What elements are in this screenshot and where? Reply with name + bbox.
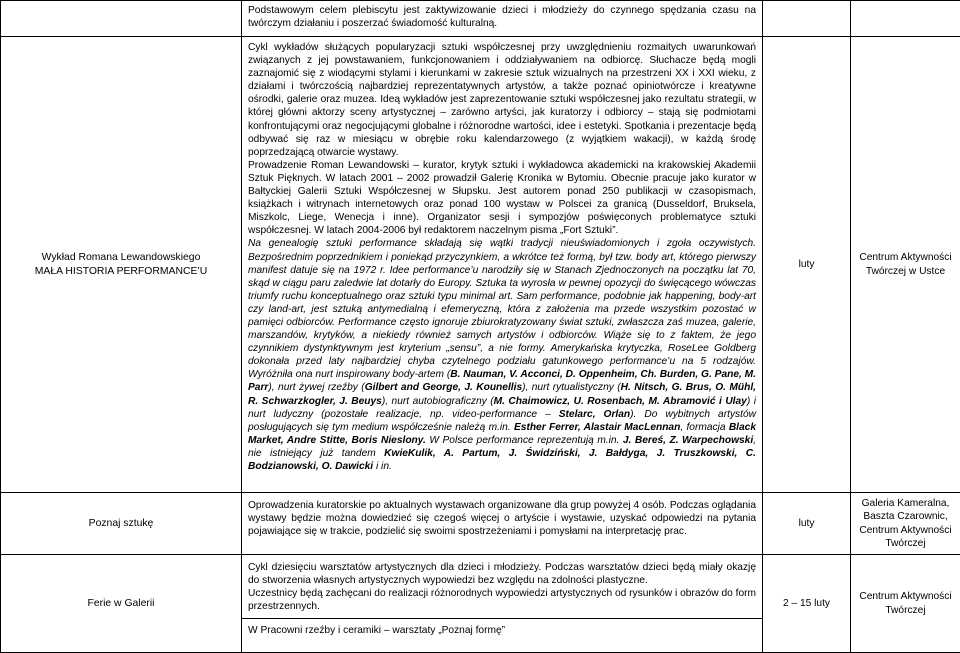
description-paragraph: Oprowadzenia kuratorskie po aktualnych wystawach organizowane dla grup powyżej 4 osób. Podczas oglądania wystawy będzie można dowiedzieć się czegoś więcej o artyście i wystawie, uzyskać odpowiedzi na pytania pojawiające się w trakcie, podzielić się swoimi spostrzeżeniami i pomysłami na interpretację prac. <box>248 499 756 538</box>
table-row <box>1 493 960 555</box>
text-run: , formacja <box>680 422 728 433</box>
artist-names: Esther Ferrer, Alastair MacLennan <box>514 422 680 433</box>
text-run: ), nurt rytualistyczny ( <box>522 382 621 393</box>
event-title-line: Wykład Romana Lewandowskiego <box>7 251 235 264</box>
place-line: Centrum Aktywności Twórczej <box>857 524 954 550</box>
event-description-cell <box>242 1 763 37</box>
event-date-cell: luty <box>763 37 851 493</box>
description-paragraph: Uczestnicy będą zachęcani do realizacji różnorodnych wypowiedzi artystycznych od rysunków i obrazów do form przestrzennych. <box>248 587 756 613</box>
table-row <box>1 555 960 653</box>
artist-names: KwieKulik, A. Partum, J. Świdziński, J. Bałdyga, J. Truszkowski, C. Bodzianowski, O. Dawicki <box>248 448 756 472</box>
text-run: W Polsce performance reprezentują m.in. <box>426 435 623 446</box>
event-description-cell <box>242 493 763 555</box>
table-row <box>1 37 960 493</box>
description-paragraph: Podstawowym celem plebiscytu jest zaktywizowanie dzieci i młodzieży do czynnego spędzania czasu na twórczym działaniu i poszerzać świadomość kulturalną. <box>248 4 756 30</box>
text-run: ) i nurt ludyczny (pozostałe realizacje, np. video-performance – <box>248 396 756 420</box>
event-place-cell: Centrum Aktywności Twórczej w Ustce <box>851 37 960 493</box>
place-line: Galeria Kameralna, <box>857 497 954 510</box>
description-block <box>242 619 762 641</box>
event-place-cell: Centrum Aktywności Twórczej <box>851 555 960 653</box>
event-description-cell <box>242 555 763 653</box>
text-run: ). Do wybitnych artystów posługujących się tym medium współcześnie należą m.in. <box>248 409 756 433</box>
description-paragraph: W Pracowni rzeźby i ceramiki – warsztaty „Poznaj formę” <box>248 624 756 637</box>
text-run: , nie istniejący już tandem <box>248 435 756 459</box>
description-paragraph-italic <box>248 237 756 473</box>
event-title-cell <box>1 1 242 37</box>
description-paragraph: Cykl wykładów służących popularyzacji sztuki współczesnej przy uwzględnieniu rozmaitych uwarunkowań związanych z jej powstawaniem, funkcjonowaniem i oddziaływaniem na odbiorcę. Słuchacze będą mogli zaznajomić się z wiodącymi stylami i kierunkami w zakresie sztuk wizualnych na przestrzeni XX i XXI wieku, z działami i twórczością najbardziej reprezentatywnych artystów, a także poznać opiniotwórcze i kreatywne ośrodki, galerie oraz muzea. Ideą wykładów jest zaprezentowanie sztuki współczesnej jako rezultatu strategii, w której główni aktorzy sceny artystycznej – zarówno artyści, jak kuratorzy i odbiorcy – stają się podmiotami konfrontującymi oraz negocjującymi globalne i różnorodne wartości, idee i estetyki. Spotkania i prezentacje będą odbywać się raz w miesiącu w obrębie roku kalendarzowego (z wyjątkiem wakacji), w każdą środę poprzedzającą otwarcie wystawy. <box>248 41 756 159</box>
place-line: Baszta Czarownic, <box>857 510 954 523</box>
artist-names: M. Chaimowicz, U. Rosenbach, M. Abramović i Ulay <box>494 396 747 407</box>
text-run: ), nurt autobiograficzny ( <box>382 396 494 407</box>
event-title-cell: Poznaj sztukę <box>1 493 242 555</box>
artist-names: Stelarc, Orlan <box>559 409 630 420</box>
text-run: i in. <box>373 461 392 472</box>
event-description-cell <box>242 37 763 493</box>
event-title-line: MAŁA HISTORIA PERFORMANCE’U <box>7 265 235 278</box>
event-place-cell <box>851 493 960 555</box>
artist-names: Gilbert and George, J. Kounellis <box>365 382 522 393</box>
table-row <box>1 1 960 37</box>
text-run: ), nurt żywej rzeźby ( <box>268 382 364 393</box>
event-date-cell: 2 – 15 luty <box>763 555 851 653</box>
artist-names: J. Bereś, Z. Warpechowski <box>623 435 753 446</box>
artist-names: B. Nauman, V. Acconci, D. Oppenheim, Ch. Burden, G. Pane, M. Parr <box>248 369 756 393</box>
artist-names: H. Nitsch, G. Brus, O. Mühl, R. Schwarzkogler, J. Beuys <box>248 382 756 406</box>
event-place-cell <box>851 1 960 37</box>
description-block <box>242 555 762 619</box>
text-run: Na genealogię sztuki performance składają się wątki tradycji nieuświadomionych i zgoła oczywistych. Bezpośrednim poprzednikiem i poniekąd przyczynkiem, a wkrótce też formą, był tzw. body art, którego pierwszy manifest datuje się na 1972 r. Idee performance’u narodziły się w Stanach Zjednoczonych na początku lat 70, skąd w ciągu paru zaledwie lat dotarły do Europy. Sztuka ta wyrosła w pewnej opozycji do święcącego wówczas triumfy ruchu konceptualnego oraz sztuki typu minimal art. Sam performance, podobnie jak happening, body-art czy land-art, jest sztuką antymedialną i efemeryczną, która z założenia ma przede wszystkim pozostać w pamięci odbiorców. Performance często ignoruje zbiurokratyzowany świat sztuki, zwłaszcza zaś muzea, galerie, marszandów, krytyków, a niekiedy również samych artystów i odbiorców. Wiąże się to z faktem, że jego czynnikiem dystynktywnym jest kryterium „sensu”, a nie formy. Amerykańska krytyczka, RoseLee Goldberg dokonała przed laty najbardziej chyba czytelnego podziału gatunkowego performance’u na 5 rodzajów. Wyróżniła ona nurt inspirowany body-artem ( <box>248 238 756 380</box>
event-date-cell <box>763 1 851 37</box>
artist-names: Black Market, Andre Stitte, Boris Nieslony. <box>248 422 756 446</box>
event-date-cell: luty <box>763 493 851 555</box>
description-paragraph: Cykl dziesięciu warsztatów artystycznych dla dzieci i młodzieży. Podczas warsztatów dzieci będą miały okazję do stworzenia własnych artystycznych wypowiedzi bez względu na zdolności plastyczne. <box>248 561 756 587</box>
description-paragraph: Prowadzenie Roman Lewandowski – kurator, krytyk sztuki i wykładowca akademicki na krakowskiej Akademii Sztuk Pięknych. W latach 2001 – 2002 prowadził Galerię Kronika w Bytomiu. Obecnie pracuje jako kurator w Bałtyckiej Galerii Sztuki Współczesnej w Słupsku. Jest autorem ponad 250 publikacji w czasopismach, książkach i witrynach internetowych oraz ponad 100 wystaw w Polscei za granicą (Dusseldorf, Bruksela, Miszkolc, Liege, Wenecja i inne). Organizator sesji i sympozjów poświęconych problematyce sztuki współczesnej. W latach 2004-2006 był redaktorem naczelnym pisma „Fort Sztuki”. <box>248 159 756 238</box>
event-title-cell: Ferie w Galerii <box>1 555 242 653</box>
event-title-cell <box>1 37 242 493</box>
